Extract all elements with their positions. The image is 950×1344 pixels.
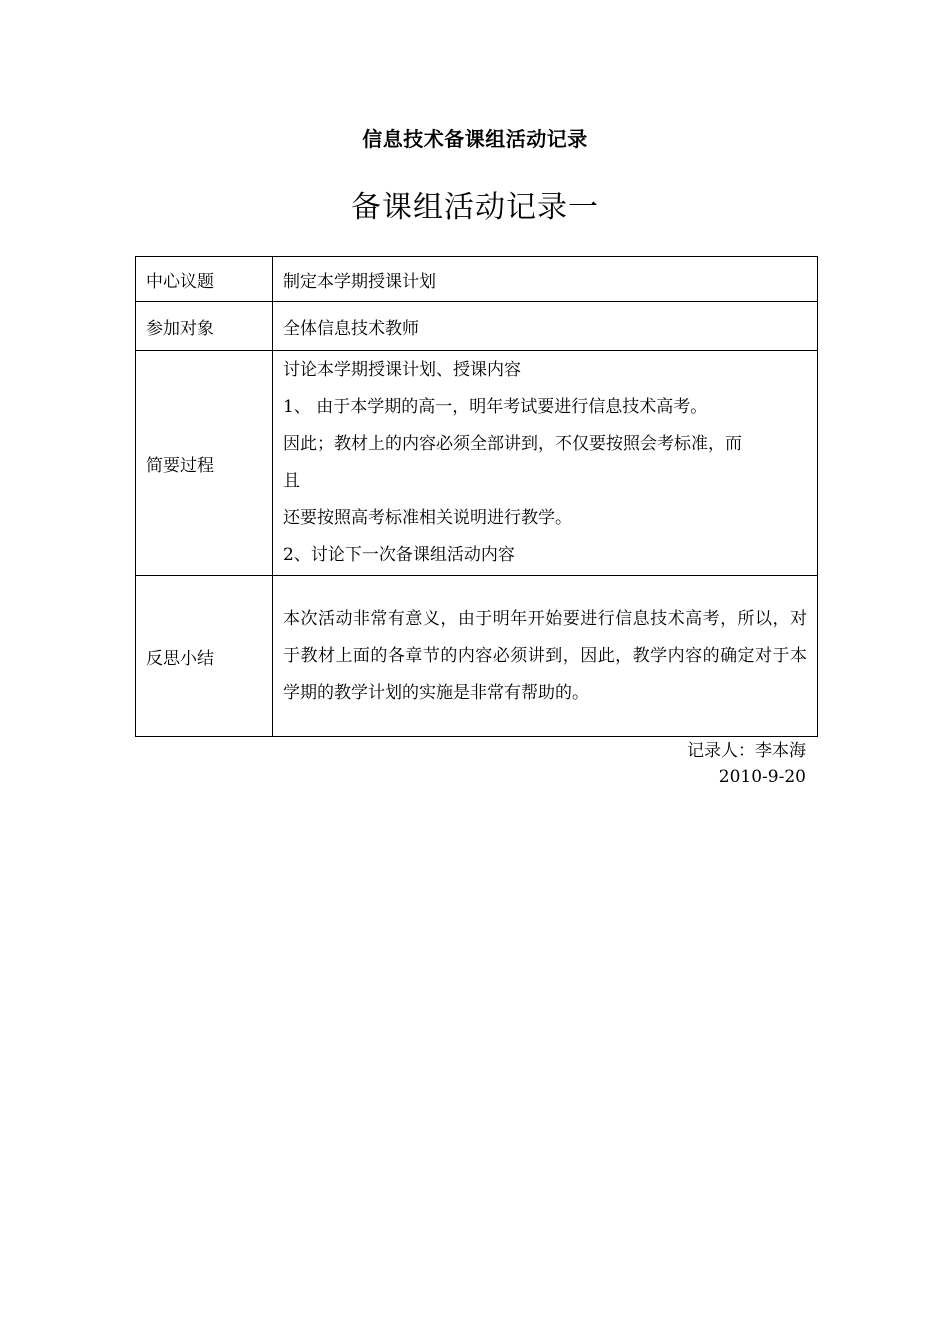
process-line: 因此；教材上的内容必须全部讲到，不仅要按照会考标准，而 [283, 434, 742, 454]
process-line: 且 [283, 471, 300, 491]
topic-value: 制定本学期授课计划 [273, 257, 818, 302]
process-line: 1、 由于本学期的高一，明年考试要进行信息技术高考。 [283, 397, 708, 417]
process-content [273, 351, 818, 576]
recorder-name: 记录人：李本海 [687, 741, 806, 761]
participants-label: 参加对象 [136, 302, 273, 351]
activity-record-table [135, 256, 818, 737]
document-subtitle: 备课组活动记录一 [351, 190, 599, 225]
table-row-topic [136, 257, 818, 302]
reflection-text: 本次活动非常有意义，由于明年开始要进行信息技术高考，所以，对于教材上面的各章节的内容必须讲到，因此，教学内容的确定对于本学期的教学计划的实施是非常有帮助的。 [283, 608, 807, 703]
process-line: 讨论本学期授课计划、授课内容 [283, 360, 521, 380]
record-date: 2010-9-20 [718, 767, 806, 787]
recorder-block [687, 738, 806, 790]
table-row-participants [136, 302, 818, 351]
table-row-reflection [136, 576, 818, 737]
table-row-process [136, 351, 818, 576]
process-label: 简要过程 [136, 351, 273, 576]
process-line: 还要按照高考标准相关说明进行教学。 [283, 508, 572, 528]
process-line: 2、讨论下一次备课组活动内容 [283, 545, 515, 565]
reflection-content [273, 576, 818, 737]
reflection-label: 反思小结 [136, 576, 273, 737]
topic-label: 中心议题 [136, 257, 273, 302]
document-title: 信息技术备课组活动记录 [362, 127, 588, 151]
participants-value: 全体信息技术教师 [273, 302, 818, 351]
